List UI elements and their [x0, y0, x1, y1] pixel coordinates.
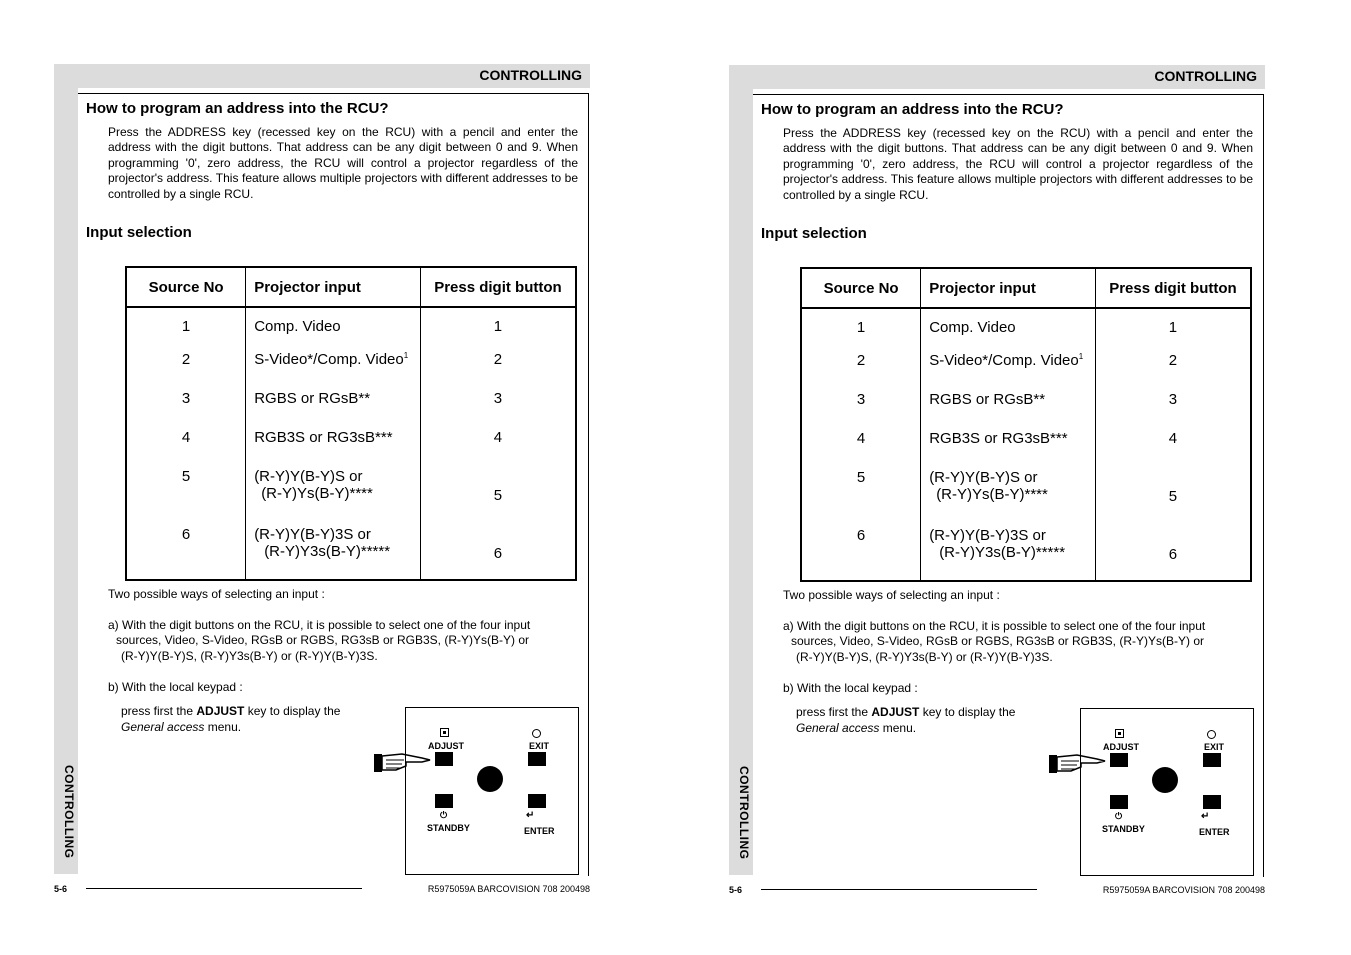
cell-input-cont: (R-Y)Y3s(B-Y)***** — [939, 544, 1066, 561]
table-row — [126, 384, 576, 423]
cell-source: 4 — [801, 424, 921, 463]
table-row — [801, 463, 1251, 521]
footer-reference: R5975059A BARCOVISION 708 200498 — [1102, 885, 1265, 895]
input-table — [125, 266, 577, 581]
sidebar-band — [54, 64, 78, 874]
adjust-label: ADJUST — [428, 741, 465, 751]
side-label: CONTROLLING — [737, 766, 751, 860]
center-knob[interactable] — [1152, 767, 1178, 793]
way-a-line3: (R-Y)Y(B-Y)S, (R-Y)Y3s(B-Y) or (R-Y)Y(B-Y)3S. — [796, 650, 1053, 664]
press-menu: General access — [121, 720, 205, 734]
press-line1 — [121, 704, 340, 719]
footer-page-number: 5-6 — [54, 884, 68, 894]
adjust-label: ADJUST — [1103, 742, 1140, 752]
press-line1 — [796, 705, 1015, 720]
section-heading: Input selection — [761, 225, 867, 242]
local-keypad — [405, 707, 579, 875]
cell-digit: 6 — [1095, 521, 1251, 581]
cell-input: Comp. Video — [254, 318, 341, 335]
way-a-line1: a) With the digit buttons on the RCU, it is possible to select one of the four input — [783, 619, 1206, 633]
cell-digit: 4 — [420, 423, 576, 462]
table-header-row — [801, 268, 1251, 308]
enter-button[interactable] — [528, 794, 546, 808]
table-row — [126, 423, 576, 462]
way-b-text: b) With the local keypad : — [783, 681, 918, 695]
cell-input: (R-Y)Y(B-Y)3S or — [929, 527, 1046, 544]
ways-text: Two possible ways of selecting an input : — [783, 588, 1000, 602]
standby-label: STANDBY — [1102, 824, 1145, 834]
way-a-line1: a) With the digit buttons on the RCU, it is possible to select one of the four input — [108, 618, 531, 632]
adjust-button[interactable] — [435, 752, 453, 766]
press-key: ADJUST — [871, 705, 920, 719]
cell-digit: 4 — [1095, 424, 1251, 463]
cell-digit: 5 — [1095, 463, 1251, 521]
table-row — [801, 308, 1251, 346]
cell-source: 5 — [126, 462, 246, 520]
press-text-3: menu. — [882, 721, 917, 735]
cell-source: 6 — [801, 521, 921, 581]
cell-digit: 5 — [420, 462, 576, 520]
page-heading: How to program an address into the RCU? — [761, 101, 1064, 118]
col-header-digit: Press digit button — [420, 267, 576, 307]
cell-input: RGB3S or RG3sB*** — [254, 429, 393, 446]
exit-label: EXIT — [1204, 742, 1225, 752]
way-a-line2: sources, Video, S-Video, RGsB or RGBS, RG3sB or RGB3S, (R-Y)Ys(B-Y) or — [791, 634, 1205, 648]
address-paragraph: Press the ADDRESS key (recessed key on the RCU) with a pencil and enter the address with the digit buttons. That address can be any digit between 0 and 9. When programming '0', zero address, the RCU will control a projector regardless of the projector's address. This feature allows multiple projectors with different addresses to be controlled by a single RCU. — [108, 125, 578, 201]
standby-button[interactable] — [435, 794, 453, 808]
page-left — [54, 0, 614, 954]
page-right — [729, 1, 1289, 955]
exit-led-icon — [1207, 730, 1216, 739]
press-text-2: key to display the — [247, 704, 341, 718]
way-a-line2: sources, Video, S-Video, RGsB or RGBS, RG3sB or RGB3S, (R-Y)Ys(B-Y) or — [116, 633, 530, 647]
cell-source: 3 — [126, 384, 246, 423]
enter-label: ENTER — [1199, 827, 1230, 837]
exit-led-icon — [532, 729, 541, 738]
cell-source: 2 — [126, 345, 246, 384]
section-heading: Input selection — [86, 224, 192, 241]
cell-source: 1 — [801, 308, 921, 346]
cell-source: 2 — [801, 346, 921, 385]
cell-digit: 1 — [1095, 308, 1251, 346]
footnote-mark: 1 — [403, 351, 409, 360]
standby-button[interactable] — [1110, 795, 1128, 809]
footer-reference: R5975059A BARCOVISION 708 200498 — [427, 884, 590, 894]
cell-source: 4 — [126, 423, 246, 462]
power-icon: ⏻ — [440, 810, 448, 820]
cell-digit: 2 — [420, 345, 576, 384]
press-line2 — [121, 720, 241, 735]
way-b-text: b) With the local keypad : — [108, 680, 243, 694]
enter-button[interactable] — [1203, 795, 1221, 809]
col-header-source: Source No — [801, 268, 921, 308]
press-key: ADJUST — [196, 704, 245, 718]
cell-source: 6 — [126, 520, 246, 580]
press-menu: General access — [796, 721, 880, 735]
cell-input: (R-Y)Y(B-Y)S or — [254, 468, 363, 485]
input-table — [800, 267, 1252, 582]
col-header-source: Source No — [126, 267, 246, 307]
footer-rule — [761, 889, 1037, 890]
cell-input: RGBS or RGsB** — [254, 390, 371, 407]
cell-input: S-Video*/Comp. Video — [929, 352, 1079, 369]
cell-source: 5 — [801, 463, 921, 521]
cell-digit: 3 — [1095, 385, 1251, 424]
cell-digit: 1 — [420, 307, 576, 345]
header-title: CONTROLLING — [479, 67, 582, 83]
sidebar-band — [729, 65, 753, 875]
exit-label: EXIT — [529, 741, 550, 751]
press-line2 — [796, 721, 916, 736]
col-header-input: Projector input — [921, 268, 1096, 308]
header-bar — [78, 64, 590, 88]
ways-text: Two possible ways of selecting an input : — [108, 587, 325, 601]
enter-arrow-icon: ↵ — [526, 810, 535, 821]
table-row — [126, 307, 576, 345]
footer-rule — [86, 888, 362, 889]
table-row — [126, 462, 576, 520]
cell-digit: 3 — [420, 384, 576, 423]
page-heading: How to program an address into the RCU? — [86, 100, 389, 117]
cell-digit: 6 — [420, 520, 576, 580]
cell-input: (R-Y)Y(B-Y)S or — [929, 469, 1038, 486]
standby-label: STANDBY — [427, 823, 470, 833]
cell-input-cont: (R-Y)Ys(B-Y)**** — [261, 485, 373, 502]
cell-input: (R-Y)Y(B-Y)3S or — [254, 526, 371, 543]
header-bar — [753, 65, 1265, 89]
table-header-row — [126, 267, 576, 307]
footer-page-number: 5-6 — [729, 885, 743, 895]
local-keypad — [1080, 708, 1254, 876]
table-row — [801, 521, 1251, 581]
cell-source: 3 — [801, 385, 921, 424]
adjust-led-icon — [440, 728, 449, 737]
col-header-input: Projector input — [246, 267, 421, 307]
table-row — [126, 520, 576, 580]
center-knob[interactable] — [477, 766, 503, 792]
table-row — [801, 424, 1251, 463]
cell-input: Comp. Video — [929, 319, 1016, 336]
press-text: press first the — [121, 704, 194, 718]
cell-source: 1 — [126, 307, 246, 345]
power-icon: ⏻ — [1115, 811, 1123, 821]
press-text-2: key to display the — [922, 705, 1016, 719]
enter-label: ENTER — [524, 826, 555, 836]
cell-input-cont: (R-Y)Ys(B-Y)**** — [936, 486, 1048, 503]
table-row — [801, 346, 1251, 385]
cell-input: S-Video*/Comp. Video — [254, 351, 404, 368]
cell-input: RGBS or RGsB** — [929, 391, 1046, 408]
cell-digit: 2 — [1095, 346, 1251, 385]
cell-input-cont: (R-Y)Y3s(B-Y)***** — [264, 543, 391, 560]
press-text: press first the — [796, 705, 869, 719]
adjust-button[interactable] — [1110, 753, 1128, 767]
col-header-digit: Press digit button — [1095, 268, 1251, 308]
table-row — [126, 345, 576, 384]
cell-input: RGB3S or RG3sB*** — [929, 430, 1068, 447]
enter-arrow-icon: ↵ — [1201, 811, 1210, 822]
header-title: CONTROLLING — [1154, 68, 1257, 84]
exit-button[interactable] — [1203, 753, 1221, 767]
table-row — [801, 385, 1251, 424]
footnote-mark: 1 — [1078, 352, 1084, 361]
press-text-3: menu. — [207, 720, 242, 734]
exit-button[interactable] — [528, 752, 546, 766]
side-label: CONTROLLING — [62, 765, 76, 859]
way-a-line3: (R-Y)Y(B-Y)S, (R-Y)Y3s(B-Y) or (R-Y)Y(B-Y)3S. — [121, 649, 378, 663]
adjust-led-icon — [1115, 729, 1124, 738]
address-paragraph: Press the ADDRESS key (recessed key on the RCU) with a pencil and enter the address with the digit buttons. That address can be any digit between 0 and 9. When programming '0', zero address, the RCU will control a projector regardless of the projector's address. This feature allows multiple projectors with different addresses to be controlled by a single RCU. — [783, 126, 1253, 202]
